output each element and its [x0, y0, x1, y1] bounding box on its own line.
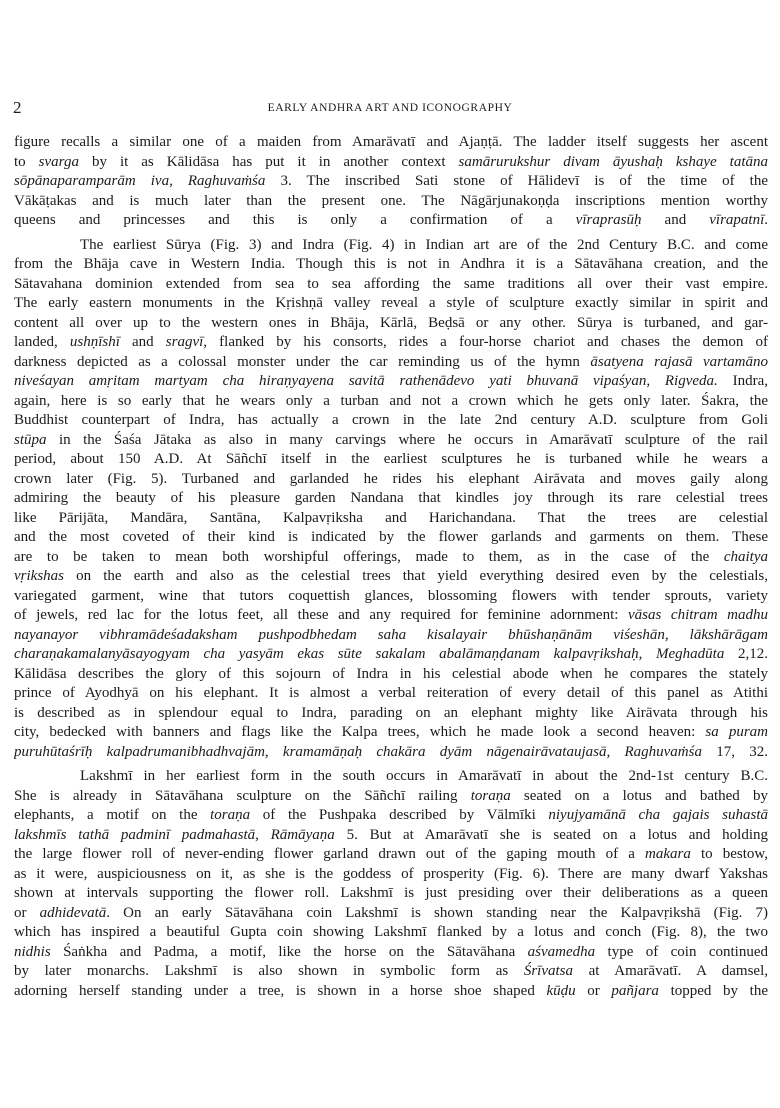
paragraph: [14, 133, 768, 231]
italic-text: puruhūtaśrīḥ kalpadrumanibhadhvajām, kramamāṇaḥ chakāra dyām nāgenairāvataujasā, Raghuvaṁśa: [14, 743, 702, 760]
text-run: to bestow,: [690, 846, 768, 862]
text-run: is described as in splendour equal to Indra, parading on an elephant mighty like Airāvata through his: [14, 704, 768, 721]
text-line: [14, 255, 768, 275]
text-run: Vākāṭakas and is much later than the present one. The Nāgārjunakoṇḍa inscriptions mention worthy: [14, 192, 768, 209]
paragraph: [14, 236, 768, 763]
italic-text: vṛikshas: [14, 568, 64, 584]
text-line: [14, 845, 768, 865]
text-line: [14, 704, 768, 724]
text-line: [14, 470, 768, 490]
text-line: [14, 806, 768, 826]
text-line: [14, 411, 768, 431]
text-line: [14, 626, 768, 646]
text-line: [14, 826, 768, 846]
italic-text: sōpānaparamparām iva, Raghuvaṁśa: [14, 173, 266, 189]
text-run: period, about 150 A.D. At Sāñchī itself in the earliest sculptures he is turbaned while he wears a: [14, 451, 768, 467]
text-run: as it were, auspiciousness on it, as she is the goddess of prosperity (Fig. 6). There are many dwarf Yakshas: [14, 865, 768, 882]
text-run: 17, 32.: [701, 743, 768, 760]
italic-text: ushṇīshī: [69, 334, 120, 350]
italic-text: vīrapatnī: [709, 212, 765, 228]
text-run: by later monarchs. Lakshmī is also shown in symbolic form as: [14, 963, 524, 979]
text-run: by it as Kālidāsa has put it in another context: [78, 153, 459, 170]
italic-text: chaitya: [723, 548, 768, 565]
text-run: shown at intervals supporting the flower roll. Lakshmī is just presiding over their deliberations as a queen: [14, 885, 768, 901]
text-run: Śaṅkha and Padma, a motif, like the horse on the Sātavāhana: [50, 943, 528, 960]
text-run: topped by the: [658, 982, 768, 999]
italic-text: āsatyena rajasā vartamāno: [590, 353, 768, 370]
text-run: content all over up to the western ones in Bhāja, Kārlā, Beḍsā or any other. Sūrya is turbaned, and gar-: [14, 314, 768, 331]
text-line: [14, 767, 768, 787]
text-run: The earliest Sūrya (Fig. 3) and Indra (Fig. 4) in Indian art are of the 2nd Century B.C. and come: [80, 236, 768, 253]
text-run: or: [14, 904, 40, 921]
text-run: crown later (Fig. 5). Turbaned and garlanded he rides his elephant Airāvata and moves gaily along: [14, 470, 768, 487]
text-run: Buddhist counterpart of Indra, has actually a crown in the late 2nd century A.D. sculpture from Goli: [14, 412, 768, 428]
text-line: [14, 684, 768, 704]
running-head: EARLY ANDHRA ART AND ICONOGRAPHY: [267, 102, 513, 114]
italic-text: adhidevatā: [39, 904, 107, 921]
text-run: in the Śaśa Jātaka as also in many carvings where he occurs in Amarāvatī sculpture of the rail: [46, 431, 768, 448]
text-run: prince of Ayodhyā on his elephant. It is almost a verbal reiteration of every detail of this panel as Atithi: [14, 685, 768, 701]
text-line: [14, 567, 768, 587]
text-line: [14, 353, 768, 373]
text-run: 3. The inscribed Sati stone of Hālidevī is of the time of the: [265, 173, 768, 189]
text-run: at Amarāvatī. A damsel,: [573, 963, 768, 979]
text-run: elephants, a motif on the: [14, 807, 211, 823]
body-text: [14, 133, 768, 1006]
text-run: of jewels, red lac for the lotus feet, all these and any required for feminine adornment:: [14, 607, 628, 623]
text-line: [14, 743, 768, 763]
text-line: [14, 548, 768, 568]
text-run: and: [119, 334, 166, 350]
text-run: The early eastern monuments in the Kṛishṇā valley reveal a style of sculpture exactly similar in spirit and: [14, 295, 768, 311]
text-run: again, here is so early that he wears only a turban and not a crown which he gets only later. Śakra, the: [14, 392, 768, 409]
italic-text: lakshmīs tathā padminī padmahastā, Rāmāyaṇa: [14, 826, 335, 843]
text-run: like Pārijāta, Mandāra, Santāna, Kalpavṛiksha and Harichandana. That the trees are celestial: [14, 509, 768, 526]
italic-text: toraṇa: [210, 807, 251, 823]
text-line: [14, 450, 768, 470]
italic-text: kūḍu: [546, 982, 576, 999]
text-line: [14, 192, 768, 212]
text-line: [14, 392, 768, 412]
text-line: [14, 982, 768, 1002]
text-run: landed,: [14, 334, 70, 350]
text-line: [14, 333, 768, 353]
text-run: the large flower roll of never-ending flower garland drawn out of the gaping mouth of a: [14, 846, 645, 862]
text-run: variegated garment, wine that tutors coquettish glances, blossoming flowers with tender sprouts, variety: [14, 587, 768, 604]
text-run: Lakshmī in her earliest form in the south occurs in Amarāvatī in about the 2nd-1st century B.C.: [80, 768, 768, 784]
italic-text: niyujyamānā cha gajais suhastā: [548, 807, 768, 823]
text-line: [14, 943, 768, 963]
text-line: [14, 509, 768, 529]
text-run: Sātavahana dominion extended from sea to sea affording the same traditions all over their vast empire.: [14, 275, 768, 292]
text-line: [14, 133, 768, 153]
text-run: type of coin continued: [595, 943, 768, 960]
text-line: [14, 884, 768, 904]
text-line: [14, 294, 768, 314]
italic-text: stūpa: [14, 431, 47, 448]
italic-text: sa puram: [705, 724, 768, 740]
text-line: [14, 606, 768, 626]
italic-text: niveśayan amṛitam martyam cha hiraṇyayena savitā rathenādevo yati bhuvanā vipaśyan, Rigveda.: [14, 373, 718, 389]
italic-text: sragvī: [165, 334, 204, 350]
italic-text: svarga: [38, 153, 79, 170]
text-run: or: [575, 982, 612, 999]
paragraph: [14, 767, 768, 1001]
italic-text: nidhis: [14, 943, 51, 960]
text-line: [14, 372, 768, 392]
text-run: of the Pushpaka described by Vālmīki: [250, 807, 549, 823]
text-line: [14, 962, 768, 982]
text-run: Kālidāsa describes the glory of this sojourn of Indra in his celestial abode when he compares the stately: [14, 665, 768, 682]
text-line: [14, 528, 768, 548]
text-line: [14, 665, 768, 685]
italic-text: nayanayor vibhramādeśadaksham pushpodbhedam saha kisalayair bhūshaṇānām viśeshān, lākshārāgam: [14, 626, 768, 643]
italic-text: pañjara: [611, 982, 659, 999]
text-run: 5. But at Amarāvatī she is seated on a lotus and holding: [334, 826, 768, 843]
text-run: which has inspired a beautiful Gupta coin showing Lakshmī flanked by a lotus and conch (Fig. 8), the two: [14, 924, 768, 940]
text-line: [14, 904, 768, 924]
italic-text: aśvamedha: [527, 943, 596, 960]
italic-text: samārurukshur divam āyushaḥ kshaye tatāna: [458, 153, 768, 170]
text-run: and the most coveted of their kind is indicated by the flower garlands and garments on them. These: [14, 529, 768, 545]
text-run: on the earth and also as the celestial trees that yield everything desired even by the celestials,: [64, 568, 768, 584]
text-line: [14, 923, 768, 943]
text-run: Indra,: [717, 373, 768, 389]
italic-text: vīraprasūḥ: [575, 212, 642, 228]
text-line: [14, 431, 768, 451]
text-run: seated on a lotus and bathed by: [510, 787, 768, 804]
text-line: [14, 211, 768, 231]
text-run: figure recalls a similar one of a maiden from Amarāvatī and Ajaṇṭā. The ladder itself suggests her ascent: [14, 134, 768, 150]
page-number: 2: [13, 98, 22, 117]
text-run: adorning herself standing under a tree, is shown in a horse shoe shaped: [14, 982, 547, 999]
text-line: [14, 587, 768, 607]
text-run: are to be taken to mean both worshipful offerings, made to them, as in the case of the: [14, 548, 724, 565]
text-run: She is already in Sātavāhana sculpture on the Sāñchī railing: [14, 787, 471, 804]
text-line: [14, 236, 768, 256]
italic-text: vāsas chitram madhu: [628, 607, 768, 623]
text-line: [14, 489, 768, 509]
text-line: [14, 723, 768, 743]
italic-text: Śrīvatsa: [523, 963, 573, 979]
text-line: [14, 314, 768, 334]
text-run: . On an early Sātavāhana coin Lakshmī is shown standing near the Kalpavṛikshā (Fig. 7): [106, 904, 768, 921]
text-line: [14, 172, 768, 192]
text-run: city, bedecked with banners and flags like the Kalpa trees, which he made look a second heaven:: [14, 724, 706, 740]
text-run: to: [14, 153, 39, 170]
italic-text: toraṇa: [470, 787, 511, 804]
text-run: 2,12.: [724, 646, 768, 662]
text-line: [14, 275, 768, 295]
text-line: [14, 153, 768, 173]
text-line: [14, 645, 768, 665]
italic-text: charaṇakamalanyāsayogyam cha yasyām ekas sūte sakalam abalāmaṇḍanam kalpavṛikshaḥ, Meghadūta: [14, 646, 725, 662]
text-line: [14, 865, 768, 885]
text-run: from the Bhāja cave in Western India. Though this is not in Andhra it is a Sātavāhana creation, and the: [14, 256, 768, 272]
text-run: darkness depicted as a colossal monster under the car reminding us of the hymn: [14, 353, 591, 370]
text-line: [14, 787, 768, 807]
text-run: and: [641, 212, 710, 228]
text-run: .: [764, 212, 768, 228]
text-run: , flanked by his consorts, rides a four-horse chariot and chases the demon of: [203, 334, 768, 350]
italic-text: makara: [645, 846, 691, 862]
text-run: admiring the beauty of his pleasure garden Nandana that kindles joy through its rare celestial trees: [14, 490, 768, 506]
text-run: queens and princesses and this is only a confirmation of a: [14, 212, 576, 228]
